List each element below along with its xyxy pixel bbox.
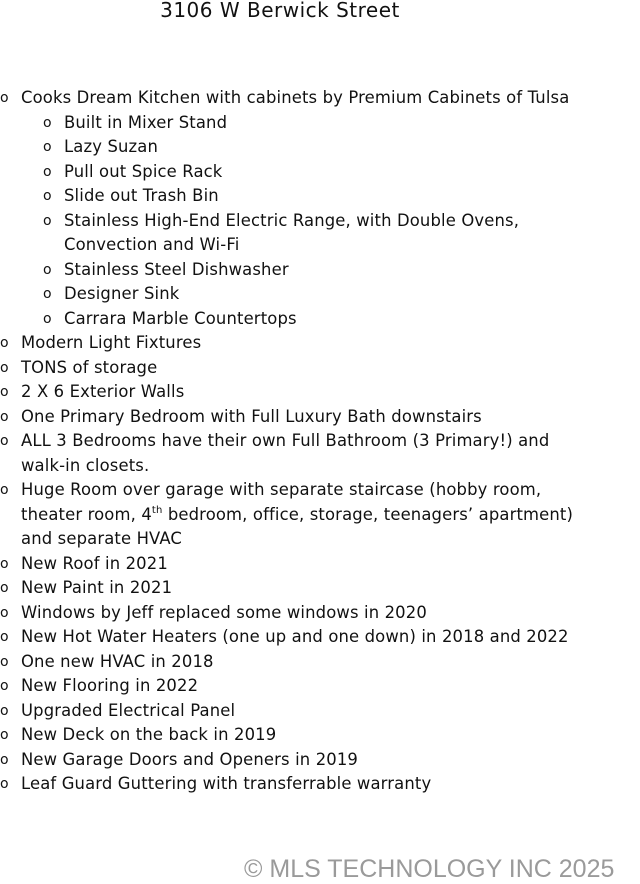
- list-item-text: Windows by Jeff replaced some windows in 2020: [21, 602, 427, 622]
- list-item-text: New Hot Water Heaters (one up and one down) in 2018 and 2022: [21, 627, 569, 646]
- list-item-text: One new HVAC in 2018: [21, 651, 214, 671]
- bullet-icon: o: [0, 629, 9, 645]
- sub-list-item-text: Carrara Marble Countertops: [64, 308, 297, 328]
- list-item: [0, 699, 640, 724]
- list-item-continuation: [0, 454, 640, 479]
- bullet-icon: o: [0, 433, 9, 449]
- list-item: [0, 748, 640, 773]
- sub-list-item: [0, 258, 640, 283]
- list-item: [0, 552, 640, 577]
- sub-list-item-text: Built in Mixer Stand: [64, 112, 228, 132]
- list-item: [0, 380, 640, 405]
- list-item-text: ALL 3 Bedrooms have their own Full Bathroom (3 Primary!) and: [21, 431, 550, 450]
- bullet-icon: o: [43, 139, 52, 155]
- list-item-text: One Primary Bedroom with Full Luxury Bath downstairs: [21, 406, 482, 426]
- list-item-text: Upgraded Electrical Panel: [21, 700, 236, 720]
- list-item: [0, 478, 640, 503]
- sub-list-item: [0, 282, 640, 307]
- bullet-icon: o: [0, 580, 9, 596]
- bullet-icon: o: [43, 188, 52, 204]
- sub-list-item-text: Stainless High-End Electric Range, with Double Ovens,: [64, 210, 520, 230]
- bullet-icon: o: [43, 261, 52, 278]
- sub-list-item: [0, 111, 640, 136]
- bullet-icon: o: [0, 776, 9, 792]
- list-item-text: Cooks Dream Kitchen with cabinets by Premium Cabinets of Tulsa: [21, 88, 570, 107]
- list-item-text: New Paint in 2021: [21, 578, 173, 597]
- sub-list-item-text: Stainless Steel Dishwasher: [64, 259, 289, 279]
- sub-list-item: [0, 184, 640, 209]
- list-item: [0, 331, 640, 356]
- list-item-text: walk-in closets.: [21, 455, 150, 475]
- list-item-kitchen: [0, 86, 640, 111]
- bullet-icon: o: [43, 286, 52, 302]
- list-item: [0, 723, 640, 748]
- list-item-text: Huge Room over garage with separate staircase (hobby room,: [21, 480, 542, 499]
- list-item-text: New Deck on the back in 2019: [21, 725, 277, 744]
- list-item-text: New Garage Doors and Openers in 2019: [21, 749, 359, 769]
- bullet-icon: o: [0, 727, 9, 743]
- list-item: [0, 405, 640, 430]
- list-item-text: bedroom, office, storage, teenagers’ apartment): [162, 504, 574, 524]
- list-item-text: Leaf Guard Guttering with transferrable warranty: [21, 774, 432, 793]
- bullet-icon: o: [43, 310, 52, 327]
- bullet-icon: o: [0, 604, 9, 621]
- bullet-icon: o: [0, 90, 9, 106]
- list-item-text: 2 X 6 Exterior Walls: [21, 382, 185, 401]
- bullet-icon: o: [0, 359, 9, 376]
- bullet-icon: o: [0, 482, 9, 498]
- bullet-icon: o: [43, 163, 52, 180]
- bullet-icon: o: [0, 751, 9, 768]
- sub-list-item: [0, 135, 640, 160]
- list-item-continuation: [0, 527, 640, 552]
- list-item: [0, 576, 640, 601]
- bullet-icon: o: [43, 212, 52, 229]
- list-item: [0, 429, 640, 454]
- superscript-text: th: [151, 504, 163, 516]
- sub-list-item: [0, 209, 640, 234]
- sub-list-item-text: Lazy Suzan: [64, 137, 159, 156]
- sub-list-item-continuation: [0, 233, 640, 258]
- list-item: [0, 356, 640, 381]
- bullet-icon: o: [0, 678, 9, 694]
- feature-list: [0, 86, 640, 797]
- bullet-icon: o: [0, 384, 9, 400]
- page-title: 3106 W Berwick Street: [160, 0, 400, 22]
- list-item: [0, 650, 640, 675]
- bullet-icon: o: [43, 114, 52, 131]
- bullet-icon: o: [0, 653, 9, 670]
- list-item-text: TONS of storage: [21, 357, 158, 377]
- sub-list-item: [0, 160, 640, 185]
- bullet-icon: o: [0, 702, 9, 719]
- list-item-text: Modern Light Fixtures: [21, 333, 202, 352]
- bullet-icon: o: [0, 335, 9, 351]
- list-item-continuation: [0, 503, 640, 528]
- bullet-icon: o: [0, 408, 9, 425]
- list-item-text: theater room, 4: [21, 504, 152, 524]
- sub-list-item-text: Pull out Spice Rack: [64, 161, 223, 181]
- list-item: [0, 674, 640, 699]
- sub-list-item-text: Slide out Trash Bin: [64, 186, 219, 205]
- copyright-watermark: © MLS TECHNOLOGY INC 2025: [244, 855, 615, 883]
- list-item-text: and separate HVAC: [21, 529, 183, 548]
- list-item: [0, 601, 640, 626]
- sub-list-item: [0, 307, 640, 332]
- bullet-icon: o: [0, 555, 9, 572]
- list-item: [0, 772, 640, 797]
- list-item: [0, 625, 640, 650]
- list-item-text: New Roof in 2021: [21, 553, 168, 573]
- sub-list-item-text: Designer Sink: [64, 284, 180, 303]
- list-item-text: New Flooring in 2022: [21, 676, 199, 695]
- sub-list-item-text: Convection and Wi-Fi: [64, 235, 240, 254]
